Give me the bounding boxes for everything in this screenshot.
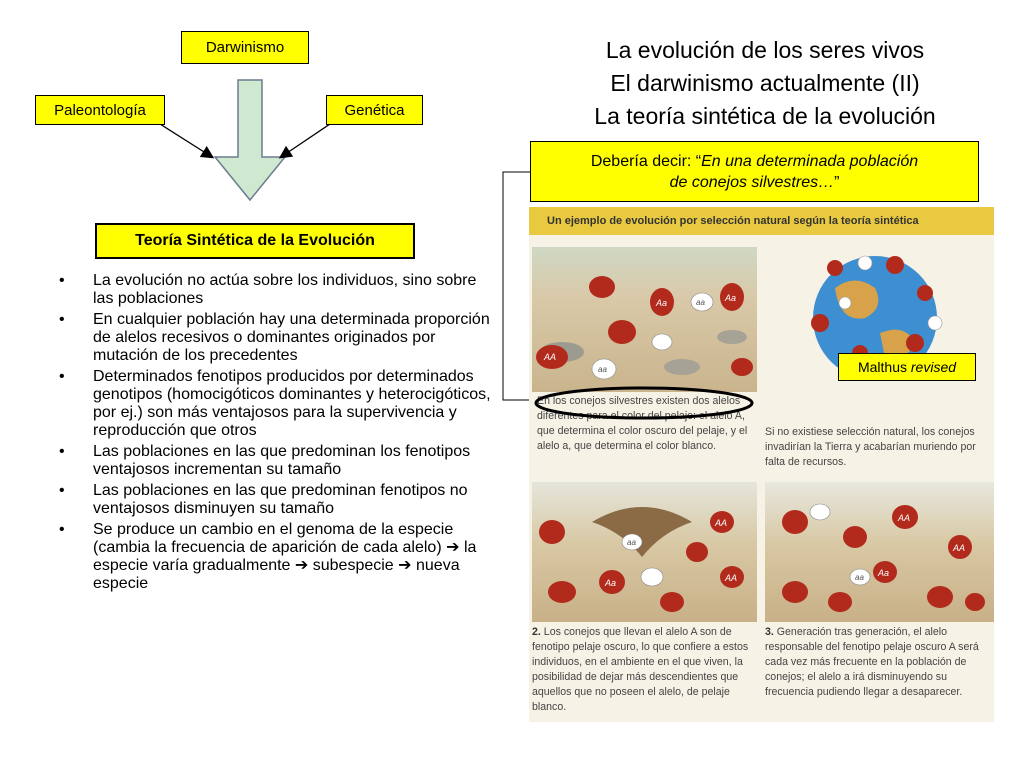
caption-side-text: Si no existiese selección natural, los conejos invadirían la Tierra y acabarían muriendo por falta de recursos.	[765, 426, 976, 468]
teoria-sintetica-label: Teoría Sintética de la Evolución	[135, 232, 375, 249]
malthus-italic: revised	[910, 359, 957, 375]
label-aa-dark: AA	[898, 513, 911, 523]
bullet-item: • Se produce un cambio en el genoma de la especie (cambia la frecuencia de aparición de cada alelo) ➔ la especie varía gradualmente ➔ subespecie ➔ nueva especie	[55, 521, 495, 593]
label-aa-light: aa	[627, 538, 636, 547]
caption-1	[537, 394, 759, 454]
darwinismo-box	[181, 31, 309, 64]
title-line-1: La evolución de los seres vivos	[605, 37, 925, 63]
bullet-item: • En cualquier población hay una determinada proporción de alelos recesivos o dominantes originados por mutación de los precedentes	[55, 311, 495, 365]
figure-header: Un ejemplo de evolución por selección natural según la teoría sintética	[529, 207, 994, 235]
label-aa-dark: Aa	[878, 568, 890, 578]
malthus-prefix: Malthus	[857, 359, 907, 375]
down-arrow-icon	[215, 80, 285, 200]
caption-2	[532, 625, 757, 715]
label-aa-dark: Aa	[605, 578, 617, 588]
correction-prefix: Debería decir: “	[590, 152, 702, 170]
panel-2-illustration	[532, 482, 757, 622]
correction-italic-2: de conejos silvestres…	[669, 173, 835, 191]
arrow-genetica	[281, 124, 330, 157]
rabbits-field-image	[532, 247, 757, 392]
arrow-paleontologia	[160, 124, 212, 157]
label-aa-dark: AA	[953, 543, 966, 553]
panel-1-illustration	[532, 247, 757, 392]
bullet-item: • Las poblaciones en las que predominan los fenotipos ventajosos incrementan su tamaño	[55, 443, 495, 479]
bullet-item: • Las poblaciones en las que predominan fenotipos no ventajosos disminuyen su tamaño	[55, 482, 495, 518]
darwinismo-label: Darwinismo	[205, 39, 285, 56]
malthus-box	[838, 353, 976, 381]
bullet-list	[55, 272, 495, 596]
caption-3	[765, 625, 990, 700]
title-line-2: El darwinismo actualmente (II)	[610, 70, 920, 96]
textbook-figure	[529, 207, 994, 722]
label-aa-light: aa	[598, 365, 607, 374]
label-aa-dark: Aa	[656, 298, 668, 308]
caption-3-text: Generación tras generación, el alelo responsable del fenotipo pelaje oscuro A será cada vez más frecuente en la población de conejos; el alelo a irá disminuyendo su frecuencia pudiendo llegar a desaparecer.	[765, 626, 979, 698]
correction-italic-1: En una determinada población	[701, 152, 919, 170]
label-aa-dark: AA	[725, 573, 738, 583]
label-aa-dark: AA	[544, 352, 557, 362]
correction-box	[530, 141, 979, 202]
label-aa-dark: AA	[715, 518, 728, 528]
hawk-field-image	[532, 482, 757, 622]
paleontologia-label: Paleontología	[54, 101, 146, 119]
caption-2-text: Los conejos que llevan el alelo A son de fenotipo pelaje oscuro, lo que confiere a estos individuos, en el ambiente en el que viven, la posibilidad de dejar más descendientes que aquellos que no poseen el alelo, de pelaje blanco.	[532, 626, 749, 713]
bullet-item: • Determinados fenotipos producidos por determinados genotipos (homocigóticos dominantes y heterocigóticos, por ej.) son más ventajosos para la supervivencia y reproducción que otros	[55, 368, 495, 440]
paleontologia-box	[35, 95, 165, 125]
panel-3-illustration	[765, 482, 994, 622]
genetica-box	[326, 95, 423, 125]
label-aa-light: aa	[855, 573, 864, 582]
caption-side	[765, 425, 990, 470]
caption-2-number: 2.	[532, 626, 541, 638]
caption-1-text: En los conejos silvestres existen dos alelos diferentes para el color del pelaje: el alelo A, que determina el color oscuro del pelaje, y el alelo a, que determina el color blanco.	[537, 395, 748, 452]
teoria-sintetica-box	[95, 223, 415, 259]
caption-3-number: 3.	[765, 626, 774, 638]
title-line-3: La teoría sintética de la evolución	[594, 103, 936, 129]
genetica-label: Genética	[344, 101, 405, 119]
slide-title	[530, 34, 1000, 133]
label-aa-dark: Aa	[725, 293, 737, 303]
label-aa-light: aa	[696, 298, 705, 307]
bullet-item: • La evolución no actúa sobre los individuos, sino sobre las poblaciones	[55, 272, 495, 308]
rabbits-field-image-3	[765, 482, 994, 622]
correction-suffix: ”	[834, 173, 840, 191]
